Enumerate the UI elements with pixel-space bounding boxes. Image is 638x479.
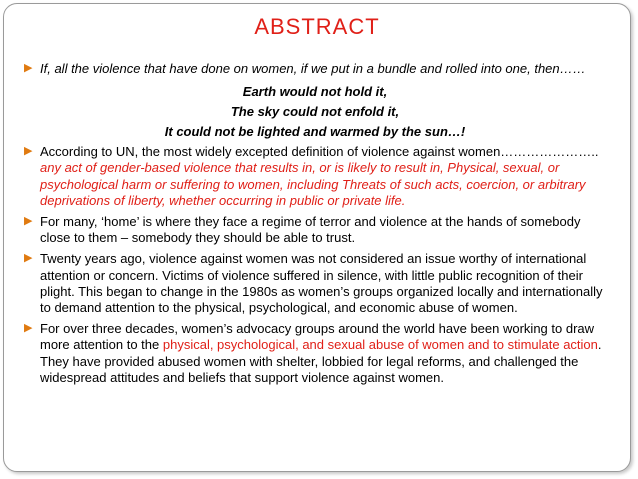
bullet-arrow-icon: ▶ bbox=[24, 322, 33, 335]
quote-line-2: The sky could not enfold it, bbox=[230, 104, 400, 120]
bullet-item-1 bbox=[24, 61, 606, 77]
slide-frame bbox=[3, 3, 631, 472]
poem-quote bbox=[24, 82, 606, 142]
bullet-4-text: Twenty years ago, violence against women was not considered an issue worthy of international attention or concern. Victims of violence suffered in silence, with little public recognition of their plight. This began to change in the 1980s as women’s groups organized locally and internationally to demand attention to the physical, psychological, and economic abuse of women. bbox=[40, 251, 603, 316]
bullet-1-text: If, all the violence that have done on women, if we put in a bundle and rolled into one, then…… bbox=[40, 61, 586, 76]
bullet-item-5 bbox=[24, 321, 606, 386]
slide-body bbox=[24, 61, 606, 391]
bullet-arrow-icon: ▶ bbox=[24, 252, 33, 265]
bullet-arrow-icon: ▶ bbox=[24, 145, 33, 158]
bullet-item-3 bbox=[24, 214, 606, 246]
bullet-item-4 bbox=[24, 251, 606, 316]
bullet-3-text: For many, ‘home’ is where they face a regime of terror and violence at the hands of somebody close to them – somebody they should be able to trust. bbox=[40, 214, 581, 246]
bullet-5-text-before: For over three decades, women’s advocacy groups around the world have been working to draw more attention to the bbox=[40, 321, 595, 353]
bullet-2-definition: any act of gender-based violence that results in, or is likely to result in, Physical, sexual, or psychological harm or suffering to women, including Threats of such acts, coercion, or arbitrary deprivations of liberty, whether occurring in public or private life. bbox=[40, 160, 586, 208]
quote-line-3: It could not be lighted and warmed by the sun…! bbox=[164, 124, 466, 140]
bullet-5-text-after: . They have provided abused women with shelter, lobbied for legal reforms, and challenged the widespread attitudes and beliefs that support violence against women. bbox=[40, 337, 602, 385]
quote-line-1: Earth would not hold it, bbox=[242, 84, 388, 100]
bullet-5-highlight: physical, psychological, and sexual abuse of women and to stimulate action bbox=[162, 337, 598, 353]
bullet-item-2 bbox=[24, 144, 606, 209]
bullet-2-text: According to UN, the most widely excepted definition of violence against women………………….. bbox=[40, 144, 599, 160]
bullet-arrow-icon: ▶ bbox=[24, 215, 33, 228]
slide-title: ABSTRACT bbox=[254, 14, 380, 39]
bullet-arrow-icon: ▶ bbox=[24, 62, 33, 74]
